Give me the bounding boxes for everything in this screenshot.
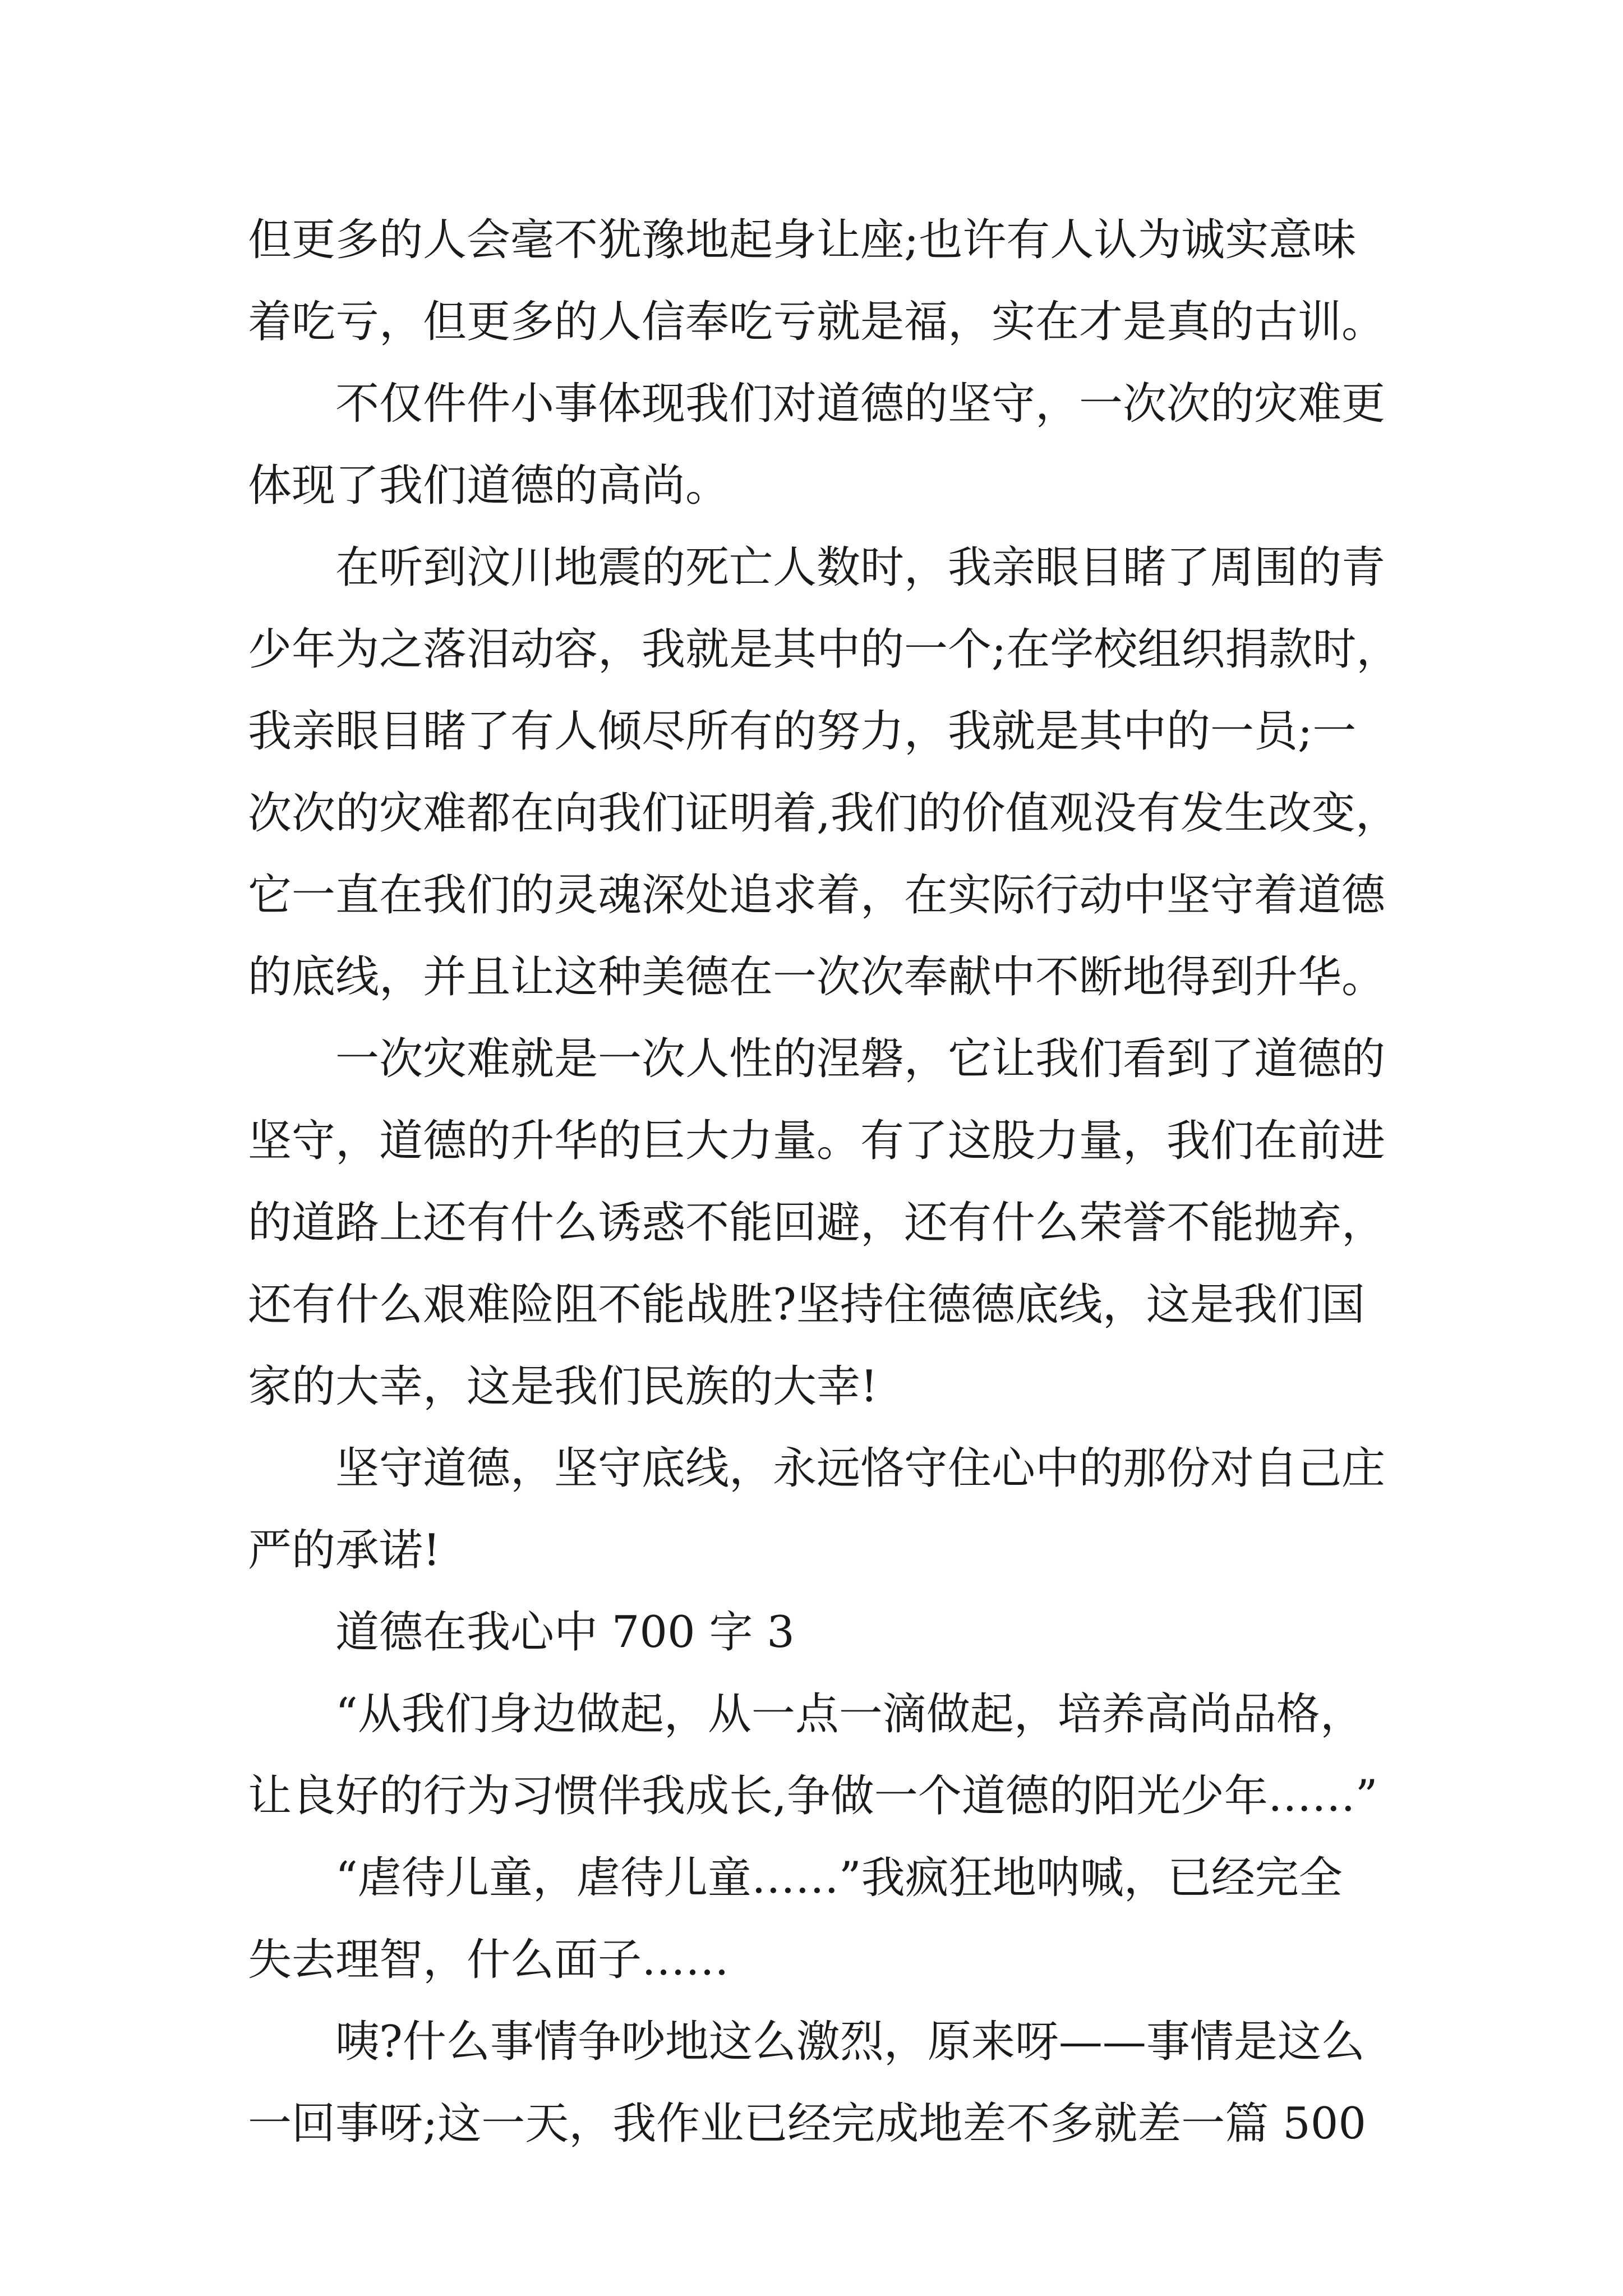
text-line: 坚守道德，坚守底线，永远恪守住心中的那份对自己庄 [248,1443,1386,1494]
text-line: 少年为之落泪动容，我就是其中的一个;在学校组织捐款时， [248,624,1400,675]
text-line: 它一直在我们的灵魂深处追求着，在实际行动中坚守着道德 [248,870,1386,921]
text-line: 还有什么艰难险阻不能战胜?坚持住德德底线，这是我们国 [248,1280,1365,1330]
text-line: “从我们身边做起，从一点一滴做起，培养高尚品格， [248,1689,1364,1740]
text-line: “虐待儿童，虐待儿童……”我疯狂地呐喊，已经完全 [248,1853,1343,1903]
text-line: 失去理智，什么面子…… [248,1935,730,1985]
text-line: 咦?什么事情争吵地这么激烈，原来呀——事情是这么 [248,2017,1365,2067]
text-line: 着吃亏，但更多的人信奉吃亏就是福，实在才是真的古训。 [248,297,1386,347]
text-line: 次次的灾难都在向我们证明着,我们的价值观没有发生改变， [248,788,1399,839]
text-line: 让良好的行为习惯伴我成长,争做一个道德的阳光少年……” [248,1771,1378,1821]
text-line: 一回事呀;这一天，我作业已经完成地差不多就差一篇 500 [248,2099,1366,2149]
document-body [248,199,1414,2165]
text-line: 我亲眼目睹了有人倾尽所有的努力，我就是其中的一员;一 [248,706,1357,757]
text-line: 体现了我们道德的高尚。 [248,461,730,511]
text-line: 在听到汶川地震的死亡人数时，我亲眼目睹了周围的青 [248,542,1386,593]
text-line: 严的承诺! [248,1525,441,1576]
text-line: 的底线，并且让这种美德在一次次奉献中不断地得到升华。 [248,952,1386,1002]
text-line: 的道路上还有什么诱惑不能回避，还有什么荣誉不能抛弃， [248,1198,1386,1248]
text-line: 不仅件件小事体现我们对道德的坚守，一次次的灾难更 [248,379,1386,429]
text-line: 但更多的人会毫不犹豫地起身让座;也许有人认为诚实意味 [248,215,1357,265]
text-line: 家的大幸，这是我们民族的大幸! [248,1361,878,1412]
text-line: 一次灾难就是一次人性的涅磐，它让我们看到了道德的 [248,1034,1386,1084]
text-line: 坚守，道德的升华的巨大力量。有了这股力量，我们在前进 [248,1116,1386,1166]
section-heading: 道德在我心中 700 字 3 [248,1607,795,1658]
